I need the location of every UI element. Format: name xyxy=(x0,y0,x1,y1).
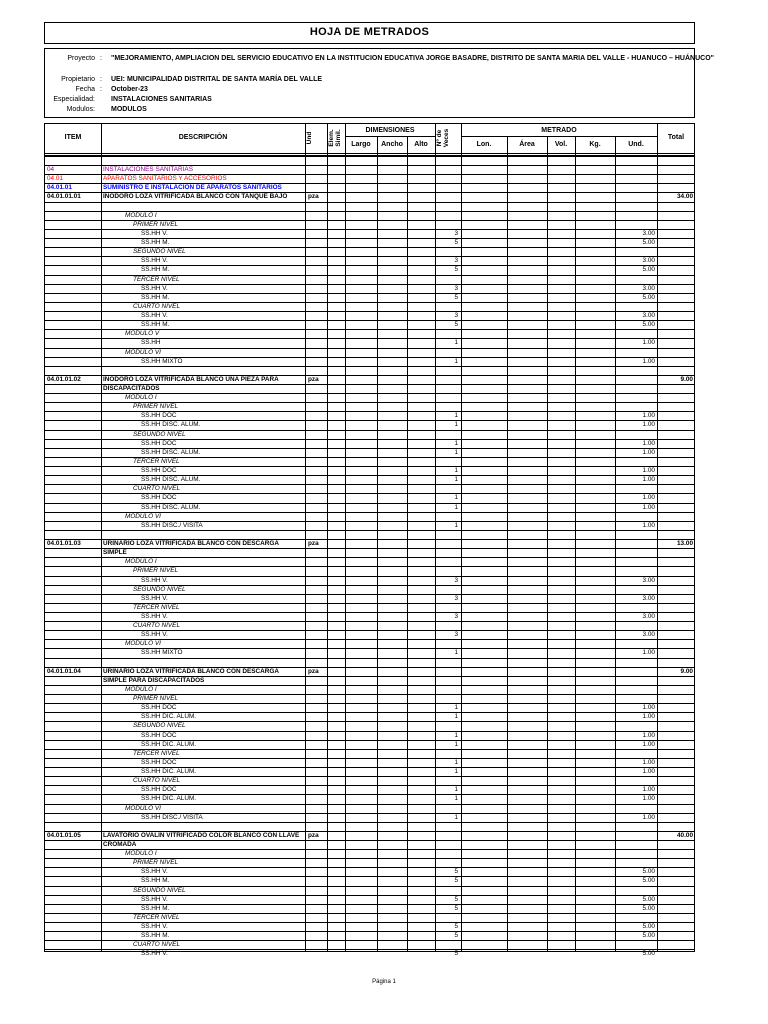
modulo-label: MODULO I xyxy=(125,211,157,219)
detail-veces: 3 xyxy=(454,257,458,265)
detail-metrado-und: 1.00 xyxy=(642,503,655,511)
detail-veces: 5 xyxy=(454,293,458,301)
column-divider xyxy=(575,136,576,952)
detail-veces: 1 xyxy=(454,357,458,365)
detail-metrado-und: 1.00 xyxy=(642,813,655,821)
detail-description: SS.HH M. xyxy=(141,266,170,274)
detail-metrado-und: 1.00 xyxy=(642,448,655,456)
partida-total: 9.00 xyxy=(680,375,693,383)
row-divider xyxy=(45,822,695,823)
nivel-label: TERCER NIVEL xyxy=(133,457,180,465)
partida-description: INODORO LOZA VITRIFICADA BLANCO UNA PIEZA PARA xyxy=(103,375,279,383)
detail-description: SS.HH DIC. ALUM. xyxy=(141,740,197,748)
row-divider xyxy=(45,366,695,367)
column-divider xyxy=(407,136,408,952)
detail-metrado-und: 3.00 xyxy=(642,594,655,602)
detail-veces: 5 xyxy=(454,877,458,885)
nivel-label: SEGUNDO NIVEL xyxy=(133,585,186,593)
partida-description-cont: DISCAPACITADOS xyxy=(103,385,160,392)
partida-item: 04.01.01.01 xyxy=(47,193,81,201)
detail-description: SS.HH V. xyxy=(141,613,168,620)
detail-metrado-und: 1.00 xyxy=(642,704,655,712)
nivel-label: SEGUNDO NIVEL xyxy=(133,722,186,730)
header-alto: Alto xyxy=(414,141,428,148)
nivel-label: SEGUNDO NIVEL xyxy=(133,430,186,438)
header-kg: Kg. xyxy=(589,141,601,148)
info-value: UEI: MUNICIPALIDAD DISTRITAL DE SANTA MARÍA DEL VALLE xyxy=(111,76,323,83)
detail-metrado-und: 1.00 xyxy=(642,421,655,429)
detail-metrado-und: 1.00 xyxy=(642,795,655,803)
detail-description: SS.HH V. xyxy=(141,895,168,903)
detail-metrado-und: 1.00 xyxy=(642,758,655,766)
partida-item: 04.01.01.04 xyxy=(47,667,81,675)
detail-description: SS.HH V. xyxy=(141,312,168,320)
detail-metrado-und: 1.00 xyxy=(642,339,655,347)
detail-veces: 3 xyxy=(454,229,458,237)
detail-description: SS.HH DISC. ALUM. xyxy=(141,503,201,511)
partida-description-cont: SIMPLE xyxy=(103,549,127,557)
detail-description: SS.HH DIC. ALUM. xyxy=(141,768,197,776)
detail-veces: 1 xyxy=(454,503,458,511)
detail-description: SS.HH V. xyxy=(141,229,168,237)
nivel-label: PRIMER NIVEL xyxy=(133,403,179,411)
nivel-label: PRIMER NIVEL xyxy=(133,220,179,228)
detail-metrado-und: 5.00 xyxy=(642,904,655,912)
detail-description: SS.HH MIXTO xyxy=(141,357,183,365)
detail-veces: 1 xyxy=(454,758,458,766)
column-divider xyxy=(101,124,102,952)
detail-metrado-und: 5.00 xyxy=(642,895,655,903)
header-veces: Nº de Veces xyxy=(436,128,450,148)
detail-veces: 1 xyxy=(454,448,458,456)
column-divider xyxy=(377,136,378,952)
detail-veces: 1 xyxy=(454,704,458,712)
detail-description: SS.HH DOC xyxy=(141,786,177,794)
partida-description: URINARIO LOZA VITRIFICADA BLANCO CON DESCARGA xyxy=(103,540,279,548)
partida-description: LAVATORIO OVALIN VITRIFICADO COLOR BLANCO CON LLAVE xyxy=(103,831,300,839)
detail-metrado-und: 3.00 xyxy=(642,613,655,620)
modulo-label: MODULO VI xyxy=(125,512,161,520)
detail-metrado-und: 3.00 xyxy=(642,229,655,237)
nivel-label: TERCER NIVEL xyxy=(133,749,180,757)
header-und-metrado: Und. xyxy=(628,141,644,148)
partida-unit: pza xyxy=(308,667,319,675)
detail-description: SS.HH DIC. ALUM. xyxy=(141,713,197,721)
info-colon: : xyxy=(100,76,102,83)
info-label: Proyecto xyxy=(67,55,95,62)
detail-veces: 1 xyxy=(454,412,458,420)
partida-total: 9.00 xyxy=(680,667,693,675)
header-elem-simil: Elem. Simil. xyxy=(328,129,342,147)
detail-metrado-und: 5.00 xyxy=(642,266,655,274)
detail-description: SS.HH M. xyxy=(141,932,170,940)
detail-metrado-und: 3.00 xyxy=(642,257,655,265)
info-label: Especialidad: xyxy=(53,96,95,103)
modulo-label: MODULO VI xyxy=(125,804,161,812)
modulo-label: MODULO I xyxy=(125,394,157,402)
modulo-label: MODULO I xyxy=(125,850,157,858)
modulo-label: MODULO I xyxy=(125,558,157,566)
project-info xyxy=(44,48,714,118)
detail-veces: 1 xyxy=(454,813,458,821)
detail-veces: 5 xyxy=(454,321,458,329)
detail-metrado-und: 5.00 xyxy=(642,877,655,885)
header-lon: Lon. xyxy=(476,141,492,148)
detail-veces: 1 xyxy=(454,731,458,739)
detail-veces: 3 xyxy=(454,576,458,584)
detail-description: SS.HH DOC xyxy=(141,467,177,475)
detail-metrado-und: 1.00 xyxy=(642,713,655,721)
detail-veces: 1 xyxy=(454,713,458,721)
detail-metrado-und: 5.00 xyxy=(642,321,655,329)
title-box xyxy=(44,22,695,44)
partida-unit: pza xyxy=(308,540,319,548)
detail-veces: 1 xyxy=(454,339,458,347)
column-divider xyxy=(327,124,328,952)
detail-veces: 1 xyxy=(454,795,458,803)
detail-veces: 3 xyxy=(454,284,458,292)
detail-metrado-und: 5.00 xyxy=(642,868,655,876)
partida-description-cont: CROMADA xyxy=(103,841,137,848)
nivel-label: CUARTO NIVEL xyxy=(133,777,180,785)
detail-veces: 5 xyxy=(454,895,458,903)
detail-veces: 3 xyxy=(454,594,458,602)
detail-description: SS.HH DOC xyxy=(141,758,177,766)
header-vol: Vol. xyxy=(554,141,568,148)
partida-description: INODORO LOZA VITRIFICADA BLANCO CON TANQUE BAJO xyxy=(103,193,288,201)
detail-veces: 1 xyxy=(454,521,458,529)
modulo-label: MODULO I xyxy=(125,685,157,693)
detail-metrado-und: 5.00 xyxy=(642,923,655,931)
column-divider xyxy=(657,124,658,952)
partida-total: 34.00 xyxy=(677,193,693,201)
detail-description: SS.HH V. xyxy=(141,284,168,292)
detail-metrado-und: 1.00 xyxy=(642,731,655,739)
chapter-item: 04 xyxy=(47,166,55,174)
nivel-label: CUARTO NIVEL xyxy=(133,941,180,949)
detail-veces: 1 xyxy=(454,439,458,447)
nivel-label: TERCER NIVEL xyxy=(133,913,180,921)
detail-metrado-und: 1.00 xyxy=(642,521,655,529)
detail-description: SS.HH V. xyxy=(141,950,168,958)
detail-veces: 5 xyxy=(454,266,458,274)
row-divider xyxy=(45,658,695,659)
partida-description-cont: SIMPLE PARA DISCAPACITADOS xyxy=(103,676,205,684)
row-divider xyxy=(45,530,695,531)
page-title: HOJA DE METRADOS xyxy=(309,26,430,38)
detail-veces: 5 xyxy=(454,868,458,876)
header-descripcion: DESCRIPCIÓN xyxy=(178,134,228,141)
detail-veces: 1 xyxy=(454,740,458,748)
nivel-label: PRIMER NIVEL xyxy=(133,695,179,703)
partida-total: 40.00 xyxy=(677,831,693,839)
detail-metrado-und: 1.00 xyxy=(642,357,655,365)
column-divider xyxy=(547,136,548,952)
detail-description: SS.HH DISC. ALUM. xyxy=(141,448,201,456)
detail-veces: 5 xyxy=(454,932,458,940)
subchapter-description: APARATOS SANITARIOS Y ACCESORIOS xyxy=(103,175,227,183)
nivel-label: SEGUNDO NIVEL xyxy=(133,886,186,894)
modulo-label: MODULO VI xyxy=(125,640,161,648)
row-divider xyxy=(45,156,695,157)
dimensiones-divider xyxy=(345,136,435,137)
detail-metrado-und: 1.00 xyxy=(642,649,655,657)
nivel-label: SEGUNDO NIVEL xyxy=(133,248,186,256)
detail-metrado-und: 3.00 xyxy=(642,576,655,584)
detail-description: SS.HH M. xyxy=(141,293,170,301)
modulo-label: MODULO VI xyxy=(125,348,161,356)
partida-item: 04.01.01.05 xyxy=(47,831,81,839)
detail-metrado-und: 1.00 xyxy=(642,768,655,776)
detail-metrado-und: 3.00 xyxy=(642,284,655,292)
detail-description: SS.HH DOC xyxy=(141,731,177,739)
detail-veces: 1 xyxy=(454,649,458,657)
info-label: Modulos: xyxy=(66,106,95,113)
header-area: Área xyxy=(519,141,535,148)
modulo-label: MODULO V xyxy=(125,330,160,338)
detail-metrado-und: 5.00 xyxy=(642,293,655,301)
detail-veces: 5 xyxy=(454,904,458,912)
column-divider xyxy=(345,124,346,952)
detail-veces: 1 xyxy=(454,494,458,502)
detail-veces: 1 xyxy=(454,421,458,429)
partida-unit: pza xyxy=(308,193,319,201)
nivel-label: CUARTO NIVEL xyxy=(133,622,180,630)
row-divider xyxy=(45,202,695,203)
header-metrado: METRADO xyxy=(541,127,577,134)
partida-item: 04.01.01.02 xyxy=(47,375,81,383)
detail-description: SS.HH V. xyxy=(141,594,168,602)
detail-metrado-und: 1.00 xyxy=(642,439,655,447)
detail-metrado-und: 3.00 xyxy=(642,631,655,639)
detail-description: SS.HH V. xyxy=(141,923,168,931)
info-value: INSTALACIONES SANITARIAS xyxy=(111,96,212,103)
detail-description: SS.HH DISC. ALUM. xyxy=(141,476,201,484)
detail-veces: 5 xyxy=(454,950,458,958)
detail-metrado-und: 1.00 xyxy=(642,412,655,420)
detail-description: SS.HH DOC xyxy=(141,439,177,447)
info-value: "MEJORAMIENTO, AMPLIACION DEL SERVICIO EDUCATIVO EN LA INSTITUCION EDUCATIVA JORGE BASADRE, DISTRITO DE SANTA MARIA DEL VALLE - HUANUCO – HUÁNUCO" xyxy=(111,55,714,62)
column-divider xyxy=(435,124,436,952)
detail-veces: 3 xyxy=(454,312,458,320)
info-value: MODULOS xyxy=(111,106,147,113)
info-value: October-23 xyxy=(111,86,148,93)
detail-veces: 3 xyxy=(454,631,458,639)
detail-description: SS.HH DOC xyxy=(141,412,177,420)
partida-item: 04.01.01.03 xyxy=(47,540,81,548)
partida-total: 13.00 xyxy=(677,540,693,548)
detail-metrado-und: 5.00 xyxy=(642,950,655,958)
page-footer: Página 1 xyxy=(372,979,396,985)
detail-description: SS.HH DISC./ VISITA xyxy=(141,813,203,821)
nivel-label: PRIMER NIVEL xyxy=(133,567,179,575)
detail-veces: 1 xyxy=(454,768,458,776)
detail-metrado-und: 1.00 xyxy=(642,467,655,475)
nivel-label: PRIMER NIVEL xyxy=(133,859,179,867)
metrados-table xyxy=(44,123,695,958)
chapter-description: INSTALACIONES SANITARIAS xyxy=(103,166,193,174)
partida-description: URINARIO LOZA VITRIFICADA BLANCO CON DESCARGA xyxy=(103,667,279,675)
nivel-label: TERCER NIVEL xyxy=(133,275,180,283)
column-divider xyxy=(461,124,462,952)
column-divider xyxy=(507,136,508,952)
detail-metrado-und: 1.00 xyxy=(642,476,655,484)
info-label: Fecha xyxy=(75,86,95,93)
info-colon: : xyxy=(100,55,102,62)
header-item: ITEM xyxy=(64,134,82,141)
detail-description: SS.HH V. xyxy=(141,576,168,584)
detail-description: SS.HH V. xyxy=(141,631,168,639)
detail-description: SS.HH V. xyxy=(141,257,168,265)
header-largo: Largo xyxy=(351,141,371,148)
column-divider xyxy=(305,124,306,952)
header-und: Und xyxy=(306,131,313,145)
detail-veces: 5 xyxy=(454,923,458,931)
header-dimensiones: DIMENSIONES xyxy=(365,127,415,134)
detail-description: SS.HH MIXTO xyxy=(141,649,183,657)
detail-veces: 3 xyxy=(454,613,458,620)
nivel-label: CUARTO NIVEL xyxy=(133,302,180,310)
detail-metrado-und: 1.00 xyxy=(642,740,655,748)
detail-description: SS.HH DISC. ALUM. xyxy=(141,421,201,429)
detail-metrado-und: 3.00 xyxy=(642,312,655,320)
metrado-divider xyxy=(461,136,657,137)
detail-veces: 1 xyxy=(454,467,458,475)
info-colon: : xyxy=(100,86,102,93)
header-divider xyxy=(45,153,695,154)
detail-description: SS.HH DIC. ALUM. xyxy=(141,795,197,803)
detail-metrado-und: 5.00 xyxy=(642,239,655,247)
detail-metrado-und: 1.00 xyxy=(642,786,655,794)
detail-description: SS.HH DOC xyxy=(141,494,177,502)
detail-metrado-und: 1.00 xyxy=(642,494,655,502)
detail-description: SS.HH DISC./ VISITA xyxy=(141,521,203,529)
section-description: SUMINISTRO E INSTALACIÓN DE APARATOS SANITARIOS xyxy=(103,184,282,192)
header-ancho: Ancho xyxy=(381,141,403,148)
detail-veces: 1 xyxy=(454,476,458,484)
nivel-label: TERCER NIVEL xyxy=(133,603,180,611)
detail-description: SS.HH M. xyxy=(141,321,170,329)
detail-description: SS.HH M. xyxy=(141,877,170,885)
partida-unit: pza xyxy=(308,831,319,839)
detail-description: SS.HH xyxy=(141,339,161,347)
detail-metrado-und: 5.00 xyxy=(642,932,655,940)
detail-veces: 1 xyxy=(454,786,458,794)
detail-description: SS.HH M. xyxy=(141,904,170,912)
partida-unit: pza xyxy=(308,375,319,383)
detail-description: SS.HH DOC xyxy=(141,704,177,712)
info-label: Propietario xyxy=(61,76,95,83)
section-item: 04.01.01 xyxy=(47,184,72,192)
detail-description: SS.HH V. xyxy=(141,868,168,876)
subchapter-item: 04.01 xyxy=(47,175,63,183)
header-total: Total xyxy=(667,134,685,141)
detail-veces: 5 xyxy=(454,239,458,247)
nivel-label: CUARTO NIVEL xyxy=(133,485,180,493)
detail-description: SS.HH M. xyxy=(141,239,170,247)
